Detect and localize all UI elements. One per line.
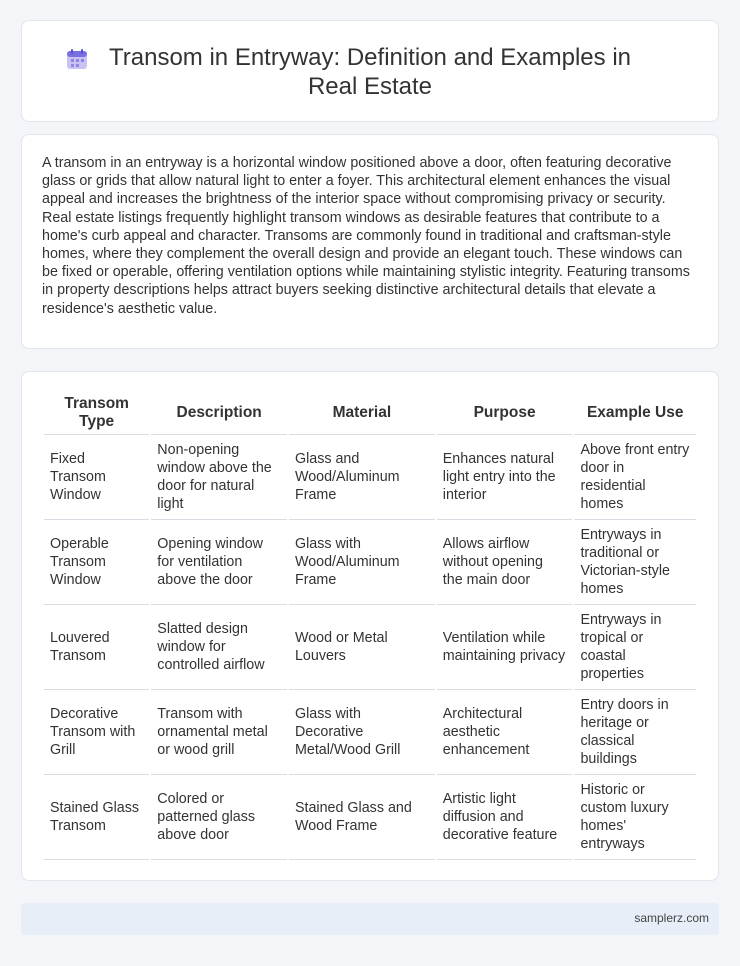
table-cell: Wood or Metal Louvers xyxy=(289,605,435,690)
table-cell: Architectural aesthetic enhancement xyxy=(437,690,573,775)
table-row xyxy=(44,775,696,860)
table-cell: Historic or custom luxury homes' entryways xyxy=(574,775,696,860)
table-cell: Colored or patterned glass above door xyxy=(151,775,287,860)
table-cell: Above front entry door in residential homes xyxy=(574,435,696,520)
table-cell: Enhances natural light entry into the interior xyxy=(437,435,573,520)
table-cell: Decorative Transom with Grill xyxy=(44,690,149,775)
column-header: Example Use xyxy=(574,392,696,435)
table-row xyxy=(44,520,696,605)
table-row xyxy=(44,690,696,775)
table-cell: Entryways in tropical or coastal properties xyxy=(574,605,696,690)
table-row xyxy=(44,605,696,690)
transom-table xyxy=(42,392,698,860)
table-cell: Glass with Decorative Metal/Wood Grill xyxy=(289,690,435,775)
table-cell: Glass with Wood/Aluminum Frame xyxy=(289,520,435,605)
table-cell: Ventilation while maintaining privacy xyxy=(437,605,573,690)
table-cell: Stained Glass Transom xyxy=(44,775,149,860)
description-card xyxy=(21,134,719,349)
column-header: Purpose xyxy=(437,392,573,435)
table-cell: Operable Transom Window xyxy=(44,520,149,605)
table-cell: Glass and Wood/Aluminum Frame xyxy=(289,435,435,520)
column-header: Material xyxy=(289,392,435,435)
table-cell: Non-opening window above the door for natural light xyxy=(151,435,287,520)
table-cell: Stained Glass and Wood Frame xyxy=(289,775,435,860)
header-card xyxy=(21,20,719,122)
table-cell: Louvered Transom xyxy=(44,605,149,690)
table-cell: Fixed Transom Window xyxy=(44,435,149,520)
column-header: Transom Type xyxy=(44,392,149,435)
table-cell: Slatted design window for controlled airflow xyxy=(151,605,287,690)
table-cell: Entryways in traditional or Victorian-style homes xyxy=(574,520,696,605)
description-text: A transom in an entryway is a horizontal window positioned above a door, often featuring decorative glass or grids that allow natural light to enter a foyer. This architectural element enhances the visual appeal and increases the brightness of the interior space without compromising privacy or security. Real estate listings frequently highlight transom windows as desirable features that contribute to a home's curb appeal and character. Transoms are commonly found in traditional and craftsman-style homes, where they complement the overall design and provide an elegant touch. These windows can be fixed or operable, offering ventilation options while maintaining stylistic integrity. Featuring transoms in property descriptions helps attract buyers seeking distinctive architectural details that elevate a residence's aesthetic value. xyxy=(42,155,690,317)
table-cell: Entry doors in heritage or classical buildings xyxy=(574,690,696,775)
table-row xyxy=(44,435,696,520)
table-cell: Artistic light diffusion and decorative feature xyxy=(437,775,573,860)
column-header: Description xyxy=(151,392,287,435)
table-cell: Transom with ornamental metal or wood grill xyxy=(151,690,287,775)
footer xyxy=(21,903,719,935)
footer-site-link[interactable]: samplerz.com xyxy=(634,911,709,925)
table-cell: Opening window for ventilation above the door xyxy=(151,520,287,605)
table-header-row xyxy=(44,392,696,435)
table-cell: Allows airflow without opening the main door xyxy=(437,520,573,605)
table-card xyxy=(21,371,719,881)
page-title: Transom in Entryway: Definition and Examples in Real Estate xyxy=(109,44,631,100)
